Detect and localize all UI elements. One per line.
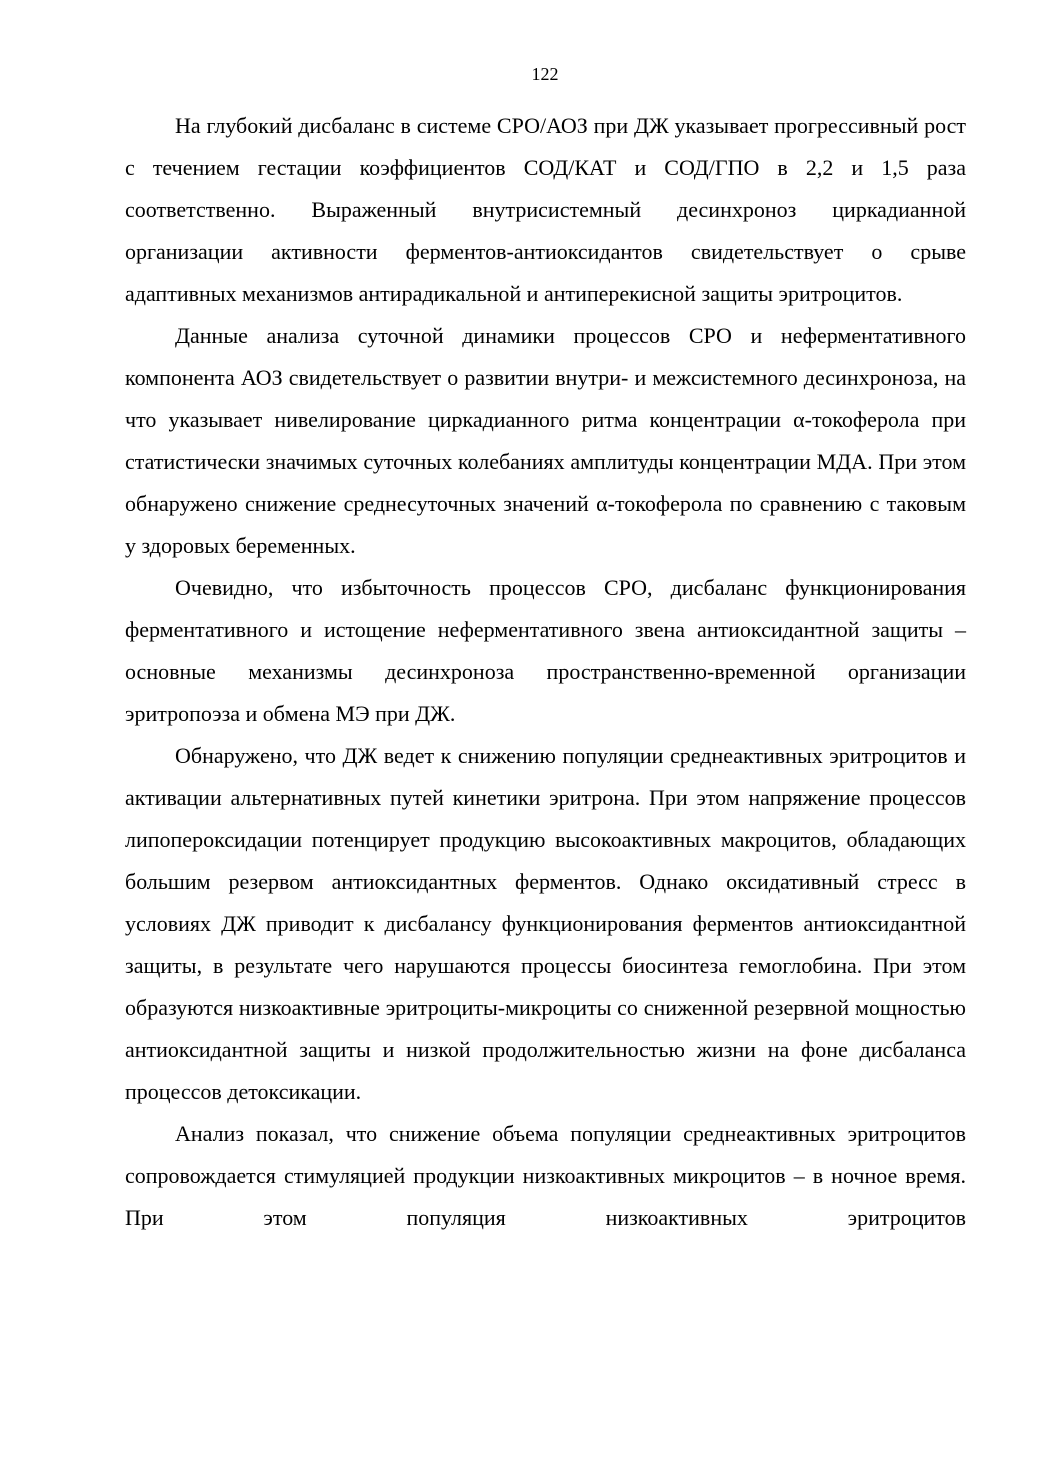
paragraph-4: Обнаружено, что ДЖ ведет к снижению популяции среднеактивных эритроцитов и активации альтернативных путей кинетики эритрона. При этом напряжение процессов липопероксидации потенцирует продукцию высокоактивных макроцитов, обладающих большим резервом антиоксидантных ферментов. Однако оксидативный стресс в условиях ДЖ приводит к дисбалансу функционирования ферментов антиоксидантной защиты, в результате чего нарушаются процессы биосинтеза гемоглобина. При этом образуются низкоактивные эритроциты-микроциты со сниженной резервной мощностью антиоксидантной защиты и низкой продолжительностью жизни на фоне дисбаланса процессов детоксикации. — [125, 743, 966, 1104]
paragraph-2: Данные анализа суточной динамики процессов СРО и неферментативного компонента АОЗ свидетельствует о развитии внутри- и межсистемного десинхроноза, на что указывает нивелирование циркадианного ритма концентрации α-токоферола при статистически значимых суточных колебаниях амплитуды концентрации МДА. При этом обнаружено снижение среднесуточных значений α-токоферола по сравнению с таковым у здоровых беременных. — [125, 323, 966, 558]
paragraph-3: Очевидно, что избыточность процессов СРО, дисбаланс функционирования ферментативного и истощение неферментативного звена антиоксидантной защиты – основные механизмы десинхроноза пространственно-временной организации эритропоэза и обмена МЭ при ДЖ. — [125, 575, 966, 726]
text-body — [125, 105, 966, 1239]
paragraph-5: Анализ показал, что снижение объема популяции среднеактивных эритроцитов сопровождается стимуляцией продукции низкоактивных микроцитов – в ночное время. При этом популяция низкоактивных эритроцитов — [125, 1121, 966, 1230]
page-number: 122 — [531, 64, 559, 84]
paragraph-1: На глубокий дисбаланс в системе СРО/АОЗ при ДЖ указывает прогрессивный рост с течением гестации коэффициентов СОД/КАТ и СОД/ГПО в 2,2 и 1,5 раза соответственно. Выраженный внутрисистемный десинхроноз циркадианной организации активности ферментов-антиоксидантов свидетельствует о срыве адаптивных механизмов антирадикальной и антиперекисной защиты эритроцитов. — [125, 113, 966, 306]
